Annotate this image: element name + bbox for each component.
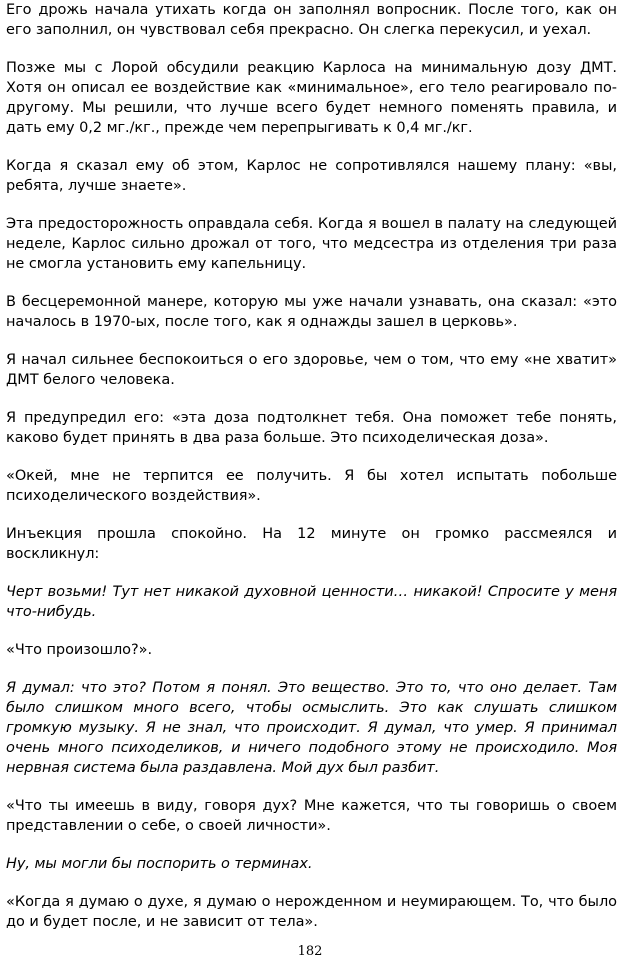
paragraph-13: «Что ты имеешь в виду, говоря дух? Мне кажется, что ты говоришь о своем представлении о себе, о своей личности». <box>6 798 617 834</box>
paragraph-1: Его дрожь начала утихать когда он заполнял вопросник. После того, как он его заполнил, он чувствовал себя прекрасно. Он слегка перекусил, и уехал. <box>6 2 617 38</box>
paragraph-3: Когда я сказал ему об этом, Карлос не сопротивлялся нашему плану: «вы, ребята, лучше знаете». <box>6 158 617 194</box>
paragraph-4: Эта предосторожность оправдала себя. Когда я вошел в палату на следующей неделе, Карлос сильно дрожал от того, что медсестра из отделения три раза не смогла установить ему капельницу. <box>6 216 617 272</box>
page-body <box>6 0 617 950</box>
paragraph-6: Я начал сильнее беспокоиться о его здоровье, чем о том, что ему «не хватит» ДМТ белого человека. <box>6 352 617 388</box>
paragraph-11: «Что произошло?». <box>6 642 153 658</box>
paragraph-14: Ну, мы могли бы поспорить о терминах. <box>6 856 313 872</box>
paragraph-8: «Окей, мне не терпится ее получить. Я бы хотел испытать побольше психоделического воздействия». <box>6 468 617 504</box>
paragraph-15: «Когда я думаю о духе, я думаю о нерожденном и неумирающем. То, что было до и будет после, и не зависит от тела». <box>6 894 617 930</box>
paragraph-12: Я думал: что это? Потом я понял. Это вещество. Это то, что оно делает. Там было слишком много всего, чтобы осмыслить. Это как слушать слишком громкую музыку. Я не знал, что происходит. Я думал, что умер. Я принимал очень много психоделиков, и ничего подобного этому не происходило. Моя нервная система была раздавлена. Мой дух был разбит. <box>6 680 617 776</box>
paragraph-7: Я предупредил его: «эта доза подтолкнет тебя. Она поможет тебе понять, каково будет принять в два раза больше. Это психоделическая доза». <box>6 410 617 446</box>
page-number: 182 <box>297 944 323 959</box>
paragraph-5: В бесцеремонной манере, которую мы уже начали узнавать, она сказал: «это началось в 1970-ых, после того, как я однажды зашел в церковь». <box>6 294 617 330</box>
paragraph-10: Черт возьми! Тут нет никакой духовной ценности… никакой! Спросите у меня что-нибудь. <box>6 584 617 620</box>
paragraph-9: Инъекция прошла спокойно. На 12 минуте он громко рассмеялся и воскликнул: <box>6 526 617 562</box>
paragraph-2: Позже мы с Лорой обсудили реакцию Карлоса на минимальную дозу ДМТ. Хотя он описал ее воздействие как «минимальное», его тело реагировало по-другому. Мы решили, что лучше всего будет немного поменять правила, и дать ему 0,2 мг./кг., прежде чем перепрыгивать к 0,4 мг./кг. <box>6 60 617 136</box>
